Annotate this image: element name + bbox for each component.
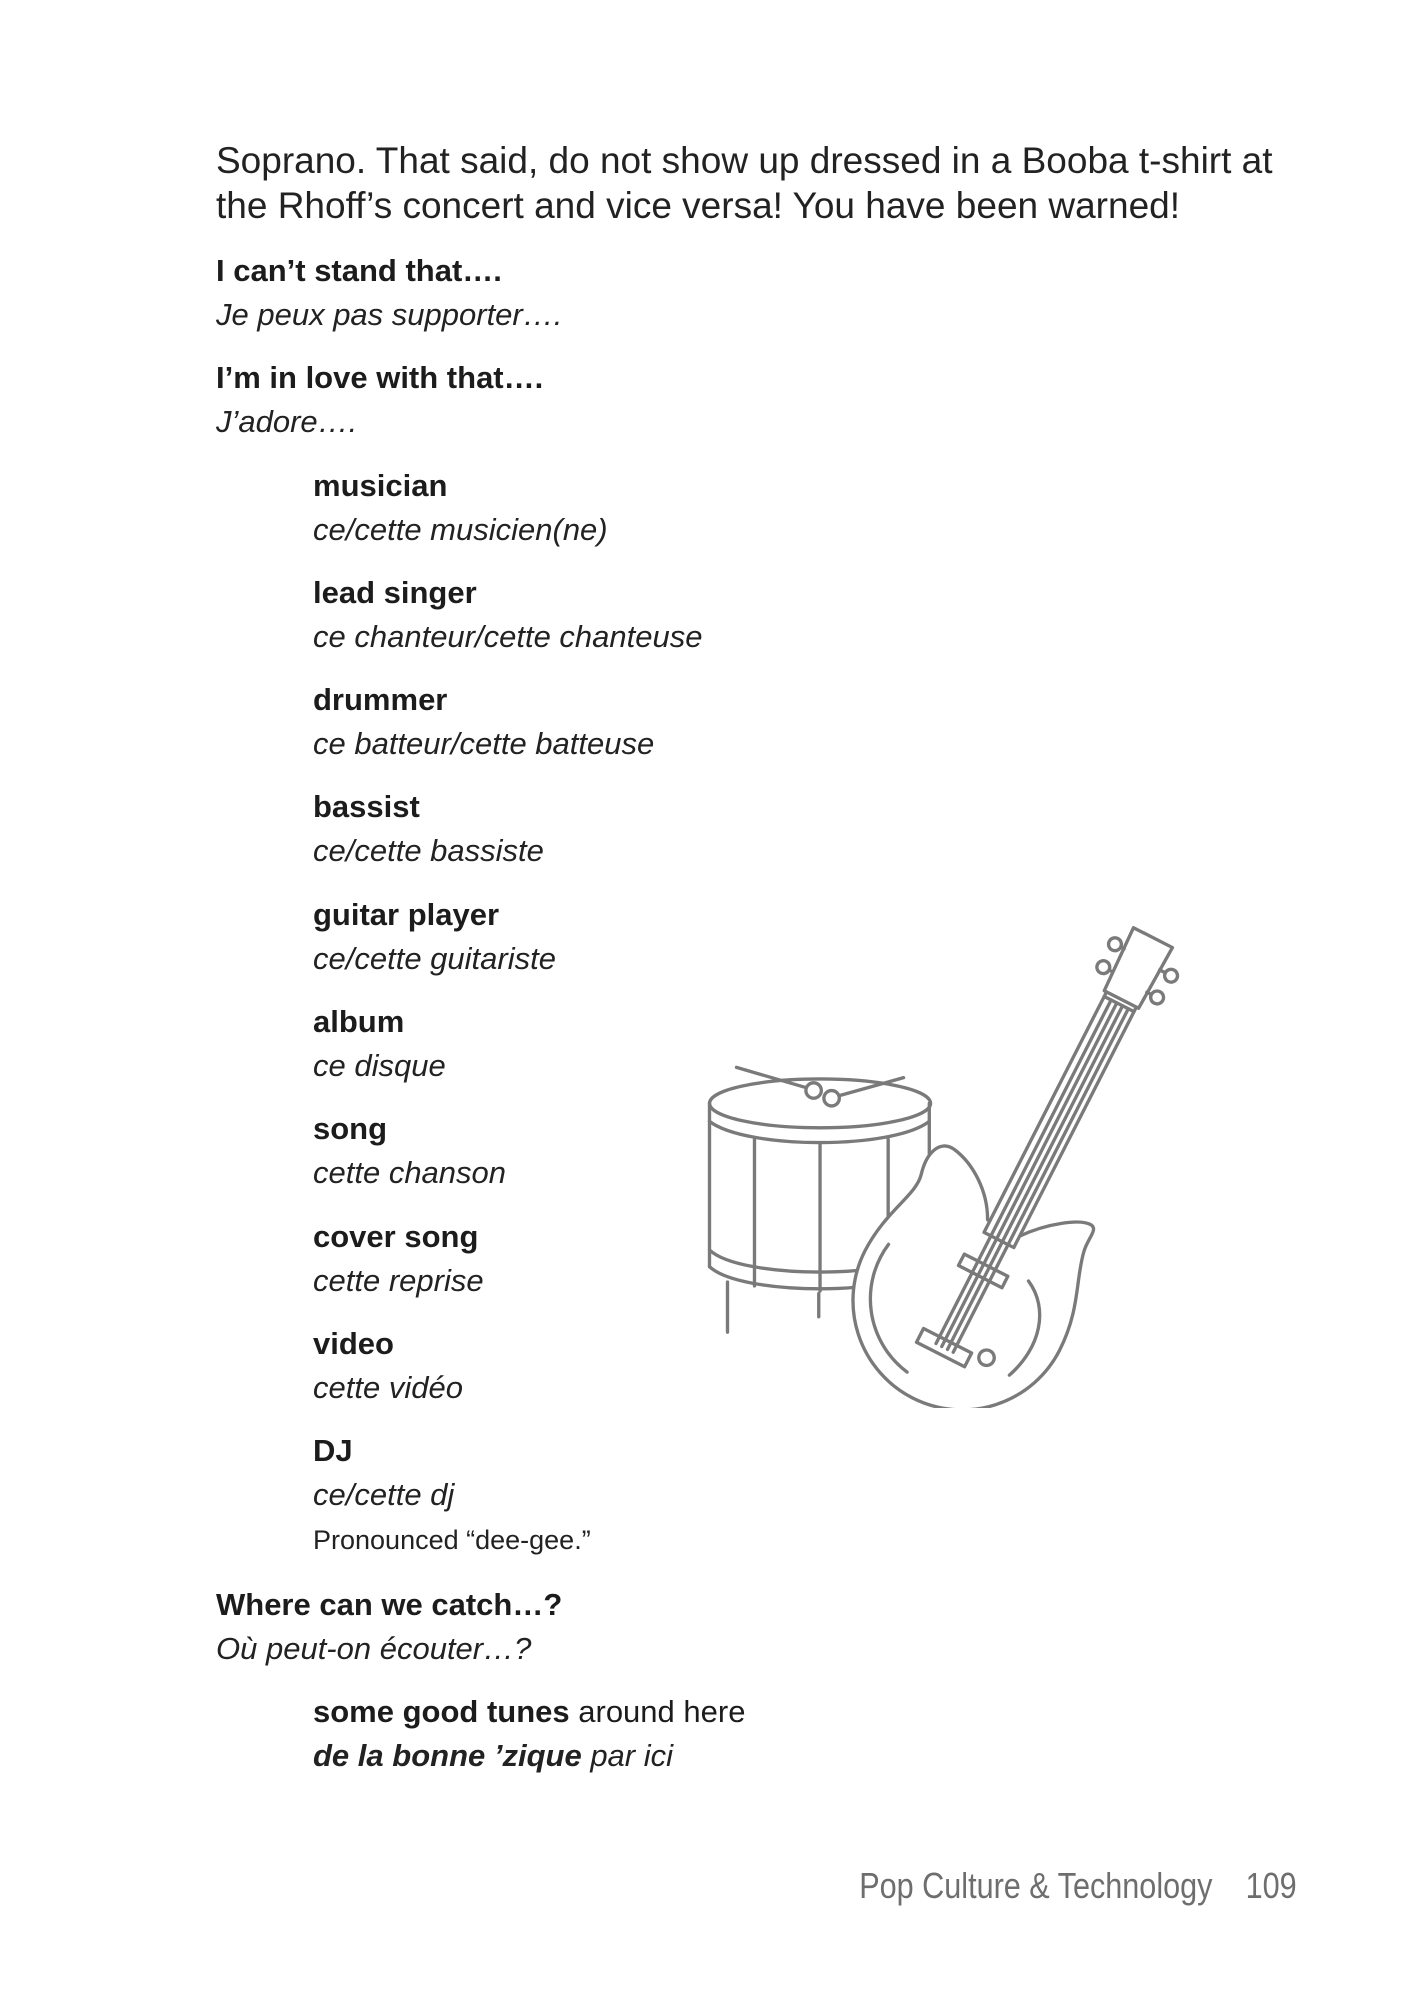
french-term-rest: par ici xyxy=(581,1737,674,1773)
french-term: ce/cette guitariste xyxy=(313,940,556,976)
drumsticks-icon xyxy=(736,1067,903,1106)
page-footer xyxy=(860,1866,1297,1906)
vocabulary-entry xyxy=(216,1690,1316,1778)
english-term: cover song xyxy=(313,1218,479,1254)
french-translation: J’adore…. xyxy=(216,404,358,440)
english-phrase: I can’t stand that…. xyxy=(216,253,502,288)
guitar-icon xyxy=(815,926,1197,1408)
english-term xyxy=(313,1690,1316,1734)
english-term-rest: around here xyxy=(569,1693,746,1729)
english-term: musician xyxy=(313,467,448,503)
french-term: ce/cette musicien(ne) xyxy=(313,511,608,547)
french-term-keyword: de la bonne ’zique xyxy=(313,1737,582,1773)
english-term-keyword: some good tunes xyxy=(313,1693,570,1729)
page-number: 109 xyxy=(1245,1865,1297,1906)
french-term: ce/cette bassiste xyxy=(313,833,544,869)
english-term: drummer xyxy=(313,682,448,718)
vocabulary-entry xyxy=(216,1429,1316,1563)
english-term: lead singer xyxy=(313,574,477,610)
phrase-entry xyxy=(216,249,1316,337)
english-term: video xyxy=(313,1325,394,1361)
intro-paragraph: Soprano. That said, do not show up dressed in a Booba t-shirt at the Rhoff’s concert and vice versa! You have been warned! xyxy=(216,140,1273,226)
english-term: bassist xyxy=(313,789,420,825)
french-term: cette reprise xyxy=(313,1262,484,1298)
french-term: ce batteur/cette batteuse xyxy=(313,726,655,762)
english-term: DJ xyxy=(313,1433,353,1469)
vocabulary-entry xyxy=(216,785,1316,873)
french-term: ce/cette dj xyxy=(313,1477,455,1513)
english-term: album xyxy=(313,1004,405,1040)
english-term: guitar player xyxy=(313,896,500,932)
vocabulary-entry xyxy=(216,678,1316,766)
vocabulary-entry xyxy=(216,571,1316,659)
french-term: ce disque xyxy=(313,1048,446,1084)
english-term: song xyxy=(313,1111,388,1147)
pronunciation-note: Pronounced “dee-gee.” xyxy=(313,1525,591,1556)
english-phrase: I’m in love with that…. xyxy=(216,360,544,396)
music-instruments-illustration xyxy=(695,926,1197,1408)
phrase-entry xyxy=(216,356,1316,444)
french-translation: Où peut-on écouter…? xyxy=(216,1630,532,1666)
french-term: ce chanteur/cette chanteuse xyxy=(313,618,703,654)
phrase-entry xyxy=(216,1583,1316,1671)
french-term: cette vidéo xyxy=(313,1369,463,1405)
french-term xyxy=(313,1734,1316,1778)
english-phrase: Where can we catch…? xyxy=(216,1586,563,1622)
french-translation: Je peux pas supporter…. xyxy=(216,297,563,332)
french-term: cette chanson xyxy=(313,1155,507,1191)
vocabulary-entry xyxy=(216,464,1316,552)
section-title: Pop Culture & Technology xyxy=(859,1865,1213,1906)
